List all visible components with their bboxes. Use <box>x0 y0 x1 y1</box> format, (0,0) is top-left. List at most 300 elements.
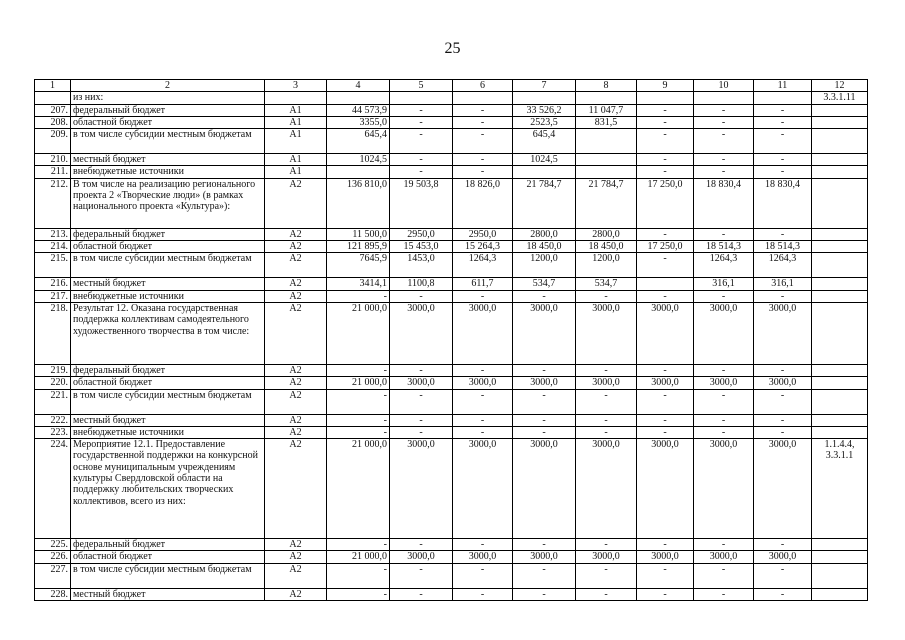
year-value: 15 264,3 <box>453 241 513 253</box>
year-value: 21 784,7 <box>513 178 576 228</box>
row-number: 227. <box>35 563 71 588</box>
table-row <box>35 539 868 551</box>
column-header: 12 <box>812 80 868 92</box>
year-value: 2800,0 <box>576 228 637 240</box>
year-value: 3000,0 <box>453 302 513 364</box>
year-value: 316,1 <box>694 278 754 290</box>
year-value: - <box>576 539 637 551</box>
year-value: - <box>513 563 576 588</box>
year-value: 3000,0 <box>453 377 513 389</box>
year-value: 3000,0 <box>390 377 453 389</box>
target-reference <box>812 129 868 154</box>
target-reference <box>812 178 868 228</box>
column-header: 6 <box>453 80 513 92</box>
row-number: 224. <box>35 439 71 539</box>
row-number: 210. <box>35 154 71 166</box>
year-value <box>694 92 754 104</box>
row-description: в том числе субсидии местным бюджетам <box>71 129 265 154</box>
row-code: А2 <box>265 389 327 414</box>
total-value: 44 573,9 <box>327 104 390 116</box>
target-reference <box>812 290 868 302</box>
year-value: - <box>576 290 637 302</box>
row-code: А2 <box>265 364 327 376</box>
year-value: - <box>390 426 453 438</box>
year-value: - <box>390 116 453 128</box>
year-value: 3000,0 <box>390 439 453 539</box>
year-value: - <box>694 129 754 154</box>
year-value: - <box>453 166 513 178</box>
year-value: 2800,0 <box>513 228 576 240</box>
year-value: 15 453,0 <box>390 241 453 253</box>
target-reference <box>812 278 868 290</box>
total-value: - <box>327 389 390 414</box>
row-description: из них: <box>71 92 265 104</box>
total-value: - <box>327 426 390 438</box>
year-value: 2950,0 <box>390 228 453 240</box>
year-value: - <box>637 426 694 438</box>
table-row <box>35 290 868 302</box>
column-header: 2 <box>71 80 265 92</box>
row-code: А2 <box>265 377 327 389</box>
total-value: - <box>327 290 390 302</box>
row-number: 223. <box>35 426 71 438</box>
target-reference <box>812 104 868 116</box>
year-value: - <box>637 539 694 551</box>
table-row <box>35 178 868 228</box>
total-value: 11 500,0 <box>327 228 390 240</box>
year-value: - <box>637 116 694 128</box>
year-value: - <box>637 290 694 302</box>
year-value: 3000,0 <box>513 377 576 389</box>
row-code: А1 <box>265 166 327 178</box>
year-value: - <box>754 290 812 302</box>
year-value: - <box>390 389 453 414</box>
year-value: 831,5 <box>576 116 637 128</box>
total-value: 645,4 <box>327 129 390 154</box>
row-description: федеральный бюджет <box>71 364 265 376</box>
year-value: 1264,3 <box>754 253 812 278</box>
column-header: 8 <box>576 80 637 92</box>
year-value: 3000,0 <box>576 377 637 389</box>
year-value: 3000,0 <box>637 551 694 563</box>
target-reference <box>812 539 868 551</box>
year-value: 1200,0 <box>513 253 576 278</box>
row-code: А2 <box>265 253 327 278</box>
row-code: А2 <box>265 426 327 438</box>
column-header: 7 <box>513 80 576 92</box>
column-header: 4 <box>327 80 390 92</box>
year-value <box>513 92 576 104</box>
target-reference <box>812 241 868 253</box>
year-value: - <box>637 563 694 588</box>
row-code: А2 <box>265 439 327 539</box>
year-value: 3000,0 <box>390 551 453 563</box>
table-row <box>35 253 868 278</box>
column-header: 11 <box>754 80 812 92</box>
row-description: местный бюджет <box>71 278 265 290</box>
row-description: местный бюджет <box>71 154 265 166</box>
total-value: 21 000,0 <box>327 439 390 539</box>
target-reference <box>812 414 868 426</box>
year-value: 3000,0 <box>513 439 576 539</box>
year-value: - <box>513 426 576 438</box>
row-description: областной бюджет <box>71 377 265 389</box>
year-value: 2523,5 <box>513 116 576 128</box>
year-value: 18 830,4 <box>754 178 812 228</box>
row-code: А2 <box>265 278 327 290</box>
row-code: А2 <box>265 241 327 253</box>
row-number: 220. <box>35 377 71 389</box>
target-reference <box>812 588 868 600</box>
year-value: - <box>754 563 812 588</box>
row-description: местный бюджет <box>71 414 265 426</box>
table-row <box>35 92 868 104</box>
budget-table <box>34 79 868 601</box>
year-value: - <box>694 116 754 128</box>
year-value: - <box>637 389 694 414</box>
row-description: внебюджетные источники <box>71 290 265 302</box>
row-number: 217. <box>35 290 71 302</box>
row-code: А2 <box>265 563 327 588</box>
year-value: - <box>694 166 754 178</box>
row-description: в том числе субсидии местным бюджетам <box>71 563 265 588</box>
row-number: 228. <box>35 588 71 600</box>
page-number: 25 <box>444 40 461 57</box>
year-value: - <box>390 414 453 426</box>
year-value: - <box>576 389 637 414</box>
row-description: в том числе субсидии местным бюджетам <box>71 253 265 278</box>
year-value: - <box>637 588 694 600</box>
year-value: - <box>754 129 812 154</box>
table-row <box>35 364 868 376</box>
year-value <box>390 92 453 104</box>
target-reference <box>812 389 868 414</box>
year-value: - <box>513 364 576 376</box>
column-header: 5 <box>390 80 453 92</box>
year-value: - <box>390 563 453 588</box>
year-value: 3000,0 <box>453 551 513 563</box>
year-value: - <box>576 414 637 426</box>
row-number: 221. <box>35 389 71 414</box>
year-value: - <box>453 389 513 414</box>
row-number: 218. <box>35 302 71 364</box>
year-value: - <box>453 116 513 128</box>
table-row <box>35 228 868 240</box>
row-number: 213. <box>35 228 71 240</box>
table-row <box>35 426 868 438</box>
year-value: 1024,5 <box>513 154 576 166</box>
year-value: - <box>694 588 754 600</box>
year-value: - <box>637 166 694 178</box>
year-value: 3000,0 <box>754 439 812 539</box>
year-value: - <box>754 414 812 426</box>
row-description: внебюджетные источники <box>71 426 265 438</box>
year-value: 2950,0 <box>453 228 513 240</box>
year-value: 1200,0 <box>576 253 637 278</box>
year-value: - <box>637 154 694 166</box>
year-value: - <box>754 116 812 128</box>
target-reference: 1.1.4.4, 3.3.1.1 <box>812 439 868 539</box>
year-value: - <box>754 588 812 600</box>
year-value: - <box>513 539 576 551</box>
year-value <box>576 166 637 178</box>
year-value: - <box>637 104 694 116</box>
target-reference <box>812 154 868 166</box>
year-value: - <box>754 166 812 178</box>
target-reference <box>812 563 868 588</box>
year-value: 316,1 <box>754 278 812 290</box>
total-value: 21 000,0 <box>327 377 390 389</box>
year-value: 11 047,7 <box>576 104 637 116</box>
total-value <box>327 92 390 104</box>
year-value: 3000,0 <box>754 302 812 364</box>
row-number: 216. <box>35 278 71 290</box>
year-value: - <box>694 414 754 426</box>
row-description: областной бюджет <box>71 551 265 563</box>
year-value: - <box>694 389 754 414</box>
year-value: 17 250,0 <box>637 241 694 253</box>
year-value: - <box>576 426 637 438</box>
year-value <box>576 154 637 166</box>
total-value: - <box>327 364 390 376</box>
row-code: А2 <box>265 302 327 364</box>
year-value: - <box>754 389 812 414</box>
row-description: федеральный бюджет <box>71 104 265 116</box>
total-value: - <box>327 563 390 588</box>
year-value: 18 514,3 <box>694 241 754 253</box>
year-value: - <box>694 154 754 166</box>
year-value: - <box>576 563 637 588</box>
total-value <box>327 166 390 178</box>
year-value: 18 514,3 <box>754 241 812 253</box>
total-value: - <box>327 588 390 600</box>
year-value: 18 830,4 <box>694 178 754 228</box>
year-value: 3000,0 <box>576 551 637 563</box>
year-value: - <box>754 154 812 166</box>
target-reference <box>812 377 868 389</box>
row-description: в том числе субсидии местным бюджетам <box>71 389 265 414</box>
year-value: - <box>637 253 694 278</box>
year-value: 534,7 <box>576 278 637 290</box>
total-value: - <box>327 539 390 551</box>
year-value: 19 503,8 <box>390 178 453 228</box>
total-value: 3355,0 <box>327 116 390 128</box>
year-value: - <box>694 228 754 240</box>
year-value: - <box>390 588 453 600</box>
row-code: А1 <box>265 116 327 128</box>
row-code: А1 <box>265 129 327 154</box>
target-reference <box>812 166 868 178</box>
year-value: 3000,0 <box>637 439 694 539</box>
year-value: - <box>694 426 754 438</box>
year-value: - <box>453 364 513 376</box>
year-value: 3000,0 <box>390 302 453 364</box>
row-number: 226. <box>35 551 71 563</box>
column-header: 10 <box>694 80 754 92</box>
year-value: - <box>754 364 812 376</box>
table-row <box>35 588 868 600</box>
table-row <box>35 439 868 539</box>
year-value: 3000,0 <box>576 439 637 539</box>
row-number: 214. <box>35 241 71 253</box>
year-value: - <box>453 154 513 166</box>
year-value: - <box>513 290 576 302</box>
row-number: 208. <box>35 116 71 128</box>
table-row <box>35 166 868 178</box>
row-description: местный бюджет <box>71 588 265 600</box>
year-value <box>576 92 637 104</box>
year-value: 17 250,0 <box>637 178 694 228</box>
table-row <box>35 563 868 588</box>
year-value: - <box>637 129 694 154</box>
year-value: - <box>694 290 754 302</box>
row-number: 225. <box>35 539 71 551</box>
year-value: - <box>390 154 453 166</box>
year-value: - <box>390 364 453 376</box>
table-row <box>35 389 868 414</box>
row-number: 222. <box>35 414 71 426</box>
column-header: 9 <box>637 80 694 92</box>
year-value: 18 450,0 <box>513 241 576 253</box>
year-value: 3000,0 <box>694 551 754 563</box>
year-value: - <box>576 588 637 600</box>
year-value: 21 784,7 <box>576 178 637 228</box>
total-value: 1024,5 <box>327 154 390 166</box>
target-reference <box>812 253 868 278</box>
row-description: областной бюджет <box>71 116 265 128</box>
row-number <box>35 92 71 104</box>
year-value: - <box>390 539 453 551</box>
year-value: 1100,8 <box>390 278 453 290</box>
row-description: В том числе на реализацию регионального проекта 2 «Творческие люди» (в рамках национального проекта «Культура»): <box>71 178 265 228</box>
year-value: 3000,0 <box>576 302 637 364</box>
year-value: 3000,0 <box>694 439 754 539</box>
table-row <box>35 377 868 389</box>
row-code: А2 <box>265 414 327 426</box>
target-reference <box>812 302 868 364</box>
row-description: федеральный бюджет <box>71 228 265 240</box>
year-value: 1264,3 <box>453 253 513 278</box>
year-value: - <box>453 129 513 154</box>
total-value: - <box>327 414 390 426</box>
year-value: - <box>390 290 453 302</box>
year-value: 3000,0 <box>754 377 812 389</box>
row-code: А1 <box>265 104 327 116</box>
year-value <box>513 166 576 178</box>
year-value: - <box>694 364 754 376</box>
row-number: 219. <box>35 364 71 376</box>
year-value: - <box>453 290 513 302</box>
year-value: 3000,0 <box>694 302 754 364</box>
year-value: - <box>513 389 576 414</box>
year-value: - <box>694 104 754 116</box>
year-value: - <box>453 588 513 600</box>
row-description: Мероприятие 12.1. Предоставление государственной поддержки на конкурсной основе муниципальным учреждениям культуры Свердловской области на поддержку любительских творческих коллективов, всего из них: <box>71 439 265 539</box>
year-value: - <box>754 228 812 240</box>
row-description: внебюджетные источники <box>71 166 265 178</box>
year-value: 611,7 <box>453 278 513 290</box>
table-row <box>35 104 868 116</box>
row-description: областной бюджет <box>71 241 265 253</box>
column-header: 3 <box>265 80 327 92</box>
row-code: А2 <box>265 588 327 600</box>
header-row <box>35 80 868 92</box>
year-value: 18 826,0 <box>453 178 513 228</box>
column-header: 1 <box>35 80 71 92</box>
year-value: 645,4 <box>513 129 576 154</box>
target-reference <box>812 116 868 128</box>
table-row <box>35 241 868 253</box>
row-code <box>265 92 327 104</box>
table-row <box>35 414 868 426</box>
year-value: 1264,3 <box>694 253 754 278</box>
row-number: 215. <box>35 253 71 278</box>
table-header <box>35 80 868 92</box>
year-value: 3000,0 <box>513 551 576 563</box>
year-value: - <box>453 539 513 551</box>
table-row <box>35 551 868 563</box>
year-value <box>637 92 694 104</box>
year-value: - <box>637 414 694 426</box>
year-value: - <box>754 426 812 438</box>
year-value <box>453 92 513 104</box>
year-value: - <box>754 539 812 551</box>
year-value: 3000,0 <box>754 551 812 563</box>
year-value: 18 450,0 <box>576 241 637 253</box>
row-number: 211. <box>35 166 71 178</box>
year-value: - <box>390 129 453 154</box>
year-value: 1453,0 <box>390 253 453 278</box>
year-value <box>637 278 694 290</box>
total-value: 21 000,0 <box>327 302 390 364</box>
year-value: 3000,0 <box>513 302 576 364</box>
year-value: - <box>513 588 576 600</box>
year-value: - <box>576 364 637 376</box>
total-value: 136 810,0 <box>327 178 390 228</box>
row-number: 209. <box>35 129 71 154</box>
year-value: - <box>637 364 694 376</box>
year-value: - <box>453 563 513 588</box>
total-value: 3414,1 <box>327 278 390 290</box>
year-value: - <box>453 414 513 426</box>
total-value: 7645,9 <box>327 253 390 278</box>
table-row <box>35 154 868 166</box>
total-value: 21 000,0 <box>327 551 390 563</box>
row-code: А1 <box>265 154 327 166</box>
table-body <box>35 92 868 601</box>
year-value: - <box>390 166 453 178</box>
year-value: - <box>694 563 754 588</box>
year-value: - <box>754 104 812 116</box>
row-code: А2 <box>265 178 327 228</box>
row-number: 207. <box>35 104 71 116</box>
target-reference <box>812 426 868 438</box>
year-value: - <box>453 104 513 116</box>
year-value: 3000,0 <box>637 377 694 389</box>
target-reference <box>812 228 868 240</box>
row-description: федеральный бюджет <box>71 539 265 551</box>
target-reference: 3.3.1.11 <box>812 92 868 104</box>
year-value: 534,7 <box>513 278 576 290</box>
table-row <box>35 278 868 290</box>
year-value: 3000,0 <box>694 377 754 389</box>
year-value: 3000,0 <box>637 302 694 364</box>
target-reference <box>812 364 868 376</box>
year-value <box>576 129 637 154</box>
row-code: А2 <box>265 290 327 302</box>
total-value: 121 895,9 <box>327 241 390 253</box>
row-code: А2 <box>265 539 327 551</box>
